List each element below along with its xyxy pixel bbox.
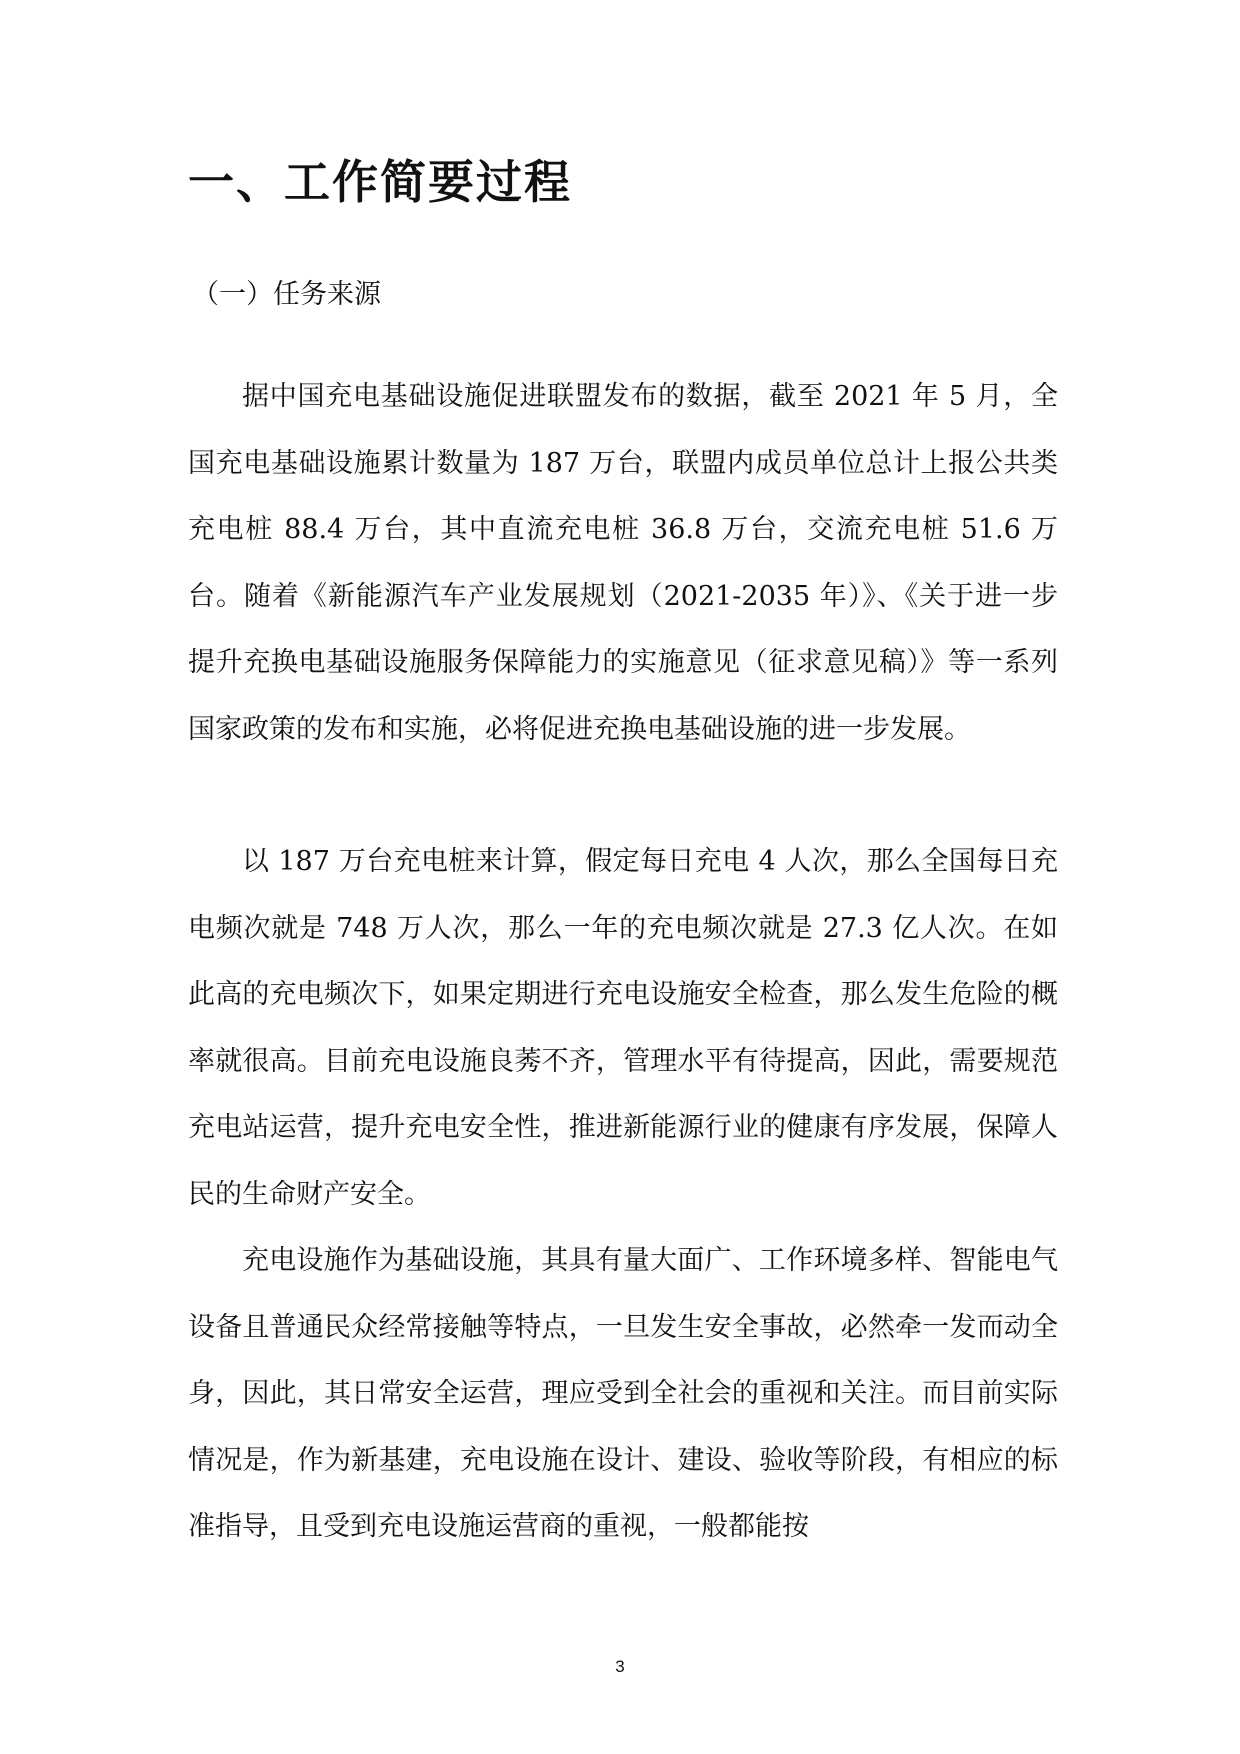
subsection-heading: （一）任务来源 bbox=[192, 279, 381, 310]
section-heading: 一、工作简要过程 bbox=[188, 155, 572, 209]
paragraph-infrastructure-safety: 充电设施作为基础设施，其具有量大面广、工作环境多样、智能电气设备且普通民众经常接触等特点，一旦发生安全事故，必然牵一发而动全身，因此，其日常安全运营，理应受到全社会的重视和关注。而目前实际情况是，作为新基建，充电设施在设计、建设、验收等阶段，有相应的标准指导，且受到充电设施运营商的重视，一般都能按 bbox=[188, 1245, 1058, 1543]
page-number: 3 bbox=[615, 1657, 625, 1676]
paragraph-task-source: 据中国充电基础设施促进联盟发布的数据，截至 2021 年 5 月，全国充电基础设施累计数量为 187 万台，联盟内成员单位总计上报公共类充电桩 88.4 万台，其中直流充电桩 36.8 万台，交流充电桩 51.6 万台。随着《新能源汽车产业发展规划（2021-2035 年）》、《关于进一步提升充换电基础设施服务保障能力的实施意见（征求意见稿）》等一系列国家政策的发布和实施，必将促进充换电基础设施的进一步发展。 bbox=[188, 381, 1058, 745]
paragraph-charging-frequency: 以 187 万台充电桩来计算，假定每日充电 4 人次，那么全国每日充电频次就是 748 万人次，那么一年的充电频次就是 27.3 亿人次。在如此高的充电频次下，如果定期进行充电设施安全检查，那么发生危险的概率就很高。目前充电设施良莠不齐，管理水平有待提高，因此，需要规范充电站运营，提升充电安全性，推进新能源行业的健康有序发展，保障人民的生命财产安全。 bbox=[188, 846, 1058, 1210]
